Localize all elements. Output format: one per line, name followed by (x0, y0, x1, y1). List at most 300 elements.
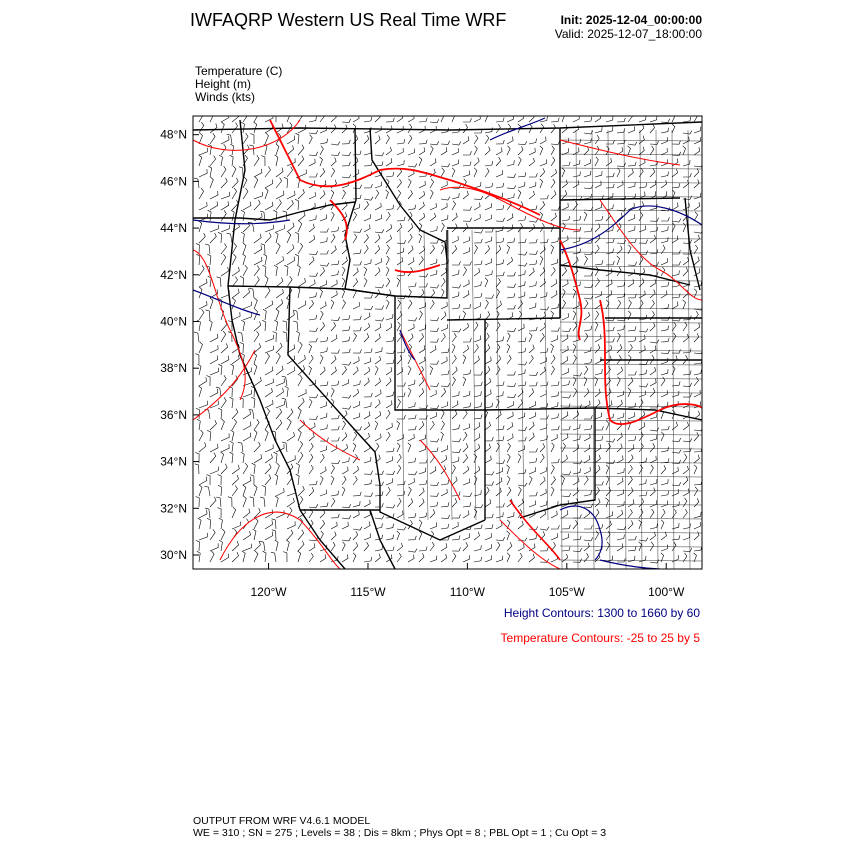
wind-barb (364, 402, 371, 408)
wind-barb (419, 345, 425, 353)
wind-barb (408, 443, 411, 452)
wind-barb (617, 433, 622, 441)
wind-barb (551, 290, 557, 298)
height-contour-note: Height Contours: 1300 to 1660 by 60 (503, 606, 700, 620)
wind-barb (430, 239, 439, 243)
wind-barb (239, 167, 243, 177)
wind-barb (639, 226, 646, 233)
wind-barb (463, 443, 468, 452)
wind-barb (463, 377, 466, 386)
wind-barb (342, 406, 351, 409)
wind-barb (474, 302, 480, 309)
wind-barb (474, 525, 482, 529)
wind-barb (463, 136, 469, 144)
wind-barb (199, 301, 207, 309)
wind-barb (309, 328, 318, 332)
wind-barb (551, 443, 554, 452)
wind-barb (551, 335, 558, 342)
wind-barb (331, 460, 340, 464)
wind-barb (397, 553, 401, 562)
wind-barb (518, 483, 527, 486)
wind-barb (320, 168, 325, 177)
wind-barb (254, 155, 259, 166)
wind-barb (320, 263, 329, 266)
wind-barb (342, 432, 347, 441)
wind-barb (551, 207, 560, 211)
wind-barb (375, 114, 380, 123)
wind-barb (274, 452, 278, 463)
wind-barb (628, 556, 635, 562)
wind-barb (331, 280, 337, 287)
wind-barb (375, 136, 380, 145)
wind-barb (320, 503, 328, 508)
wind-barb (217, 277, 221, 287)
wind-barb (287, 167, 293, 178)
wind-barb (507, 383, 516, 387)
wind-barb (672, 169, 678, 177)
wind-barb (221, 254, 226, 265)
lon-label: 100°W (648, 585, 685, 599)
wind-barb (617, 468, 624, 474)
wind-barb (551, 487, 554, 496)
wind-barb (694, 202, 700, 210)
wind-barb (639, 443, 643, 452)
wind-barb (441, 197, 450, 200)
wind-barb (441, 432, 444, 441)
wind-barb (386, 172, 394, 177)
wind-barb (606, 140, 614, 144)
wind-barb (375, 421, 378, 430)
wind-barb (342, 457, 349, 463)
wind-barb (219, 540, 222, 551)
wind-barb (551, 402, 558, 408)
wind-barb (232, 166, 236, 177)
wind-barb (474, 203, 480, 210)
wind-barb (249, 288, 254, 298)
wind-barb (386, 190, 389, 199)
wind-barb (254, 177, 258, 188)
wind-barb (551, 459, 559, 463)
wind-barb (694, 498, 699, 507)
wind-barb (430, 270, 437, 276)
wind-barb (584, 251, 593, 255)
wind-barb (661, 148, 667, 155)
wind-barb (205, 508, 210, 518)
wind-barb (298, 170, 306, 178)
wind-barb (562, 190, 567, 199)
wind-barb (254, 364, 257, 375)
county-line (560, 504, 702, 505)
wind-barb (617, 456, 623, 463)
wind-barb (441, 554, 447, 562)
wind-barb (694, 127, 701, 133)
wind-barb (474, 557, 482, 562)
wind-barb (485, 161, 493, 166)
wind-barb (386, 158, 392, 166)
wind-barb (463, 454, 468, 463)
wind-barb (320, 126, 326, 133)
wind-barb (364, 294, 373, 298)
lat-label: 36°N (160, 407, 187, 422)
wind-barb (463, 261, 472, 265)
wind-barb (606, 521, 611, 529)
wind-barb (529, 433, 534, 441)
wind-barb (408, 257, 414, 265)
wind-barb (364, 457, 371, 463)
wind-barb (419, 118, 427, 122)
border-az-mx (380, 485, 485, 540)
county-line (560, 448, 702, 449)
wind-barb (463, 493, 472, 497)
wind-barb (452, 245, 457, 254)
wind-barb (386, 478, 393, 485)
wind-barb (251, 397, 255, 408)
valid-time: Valid: 2025-12-07_18:00:00 (554, 27, 702, 41)
wind-barb (606, 158, 612, 166)
wind-barb (430, 285, 439, 289)
wind-barb (474, 490, 481, 496)
wind-barb (573, 478, 579, 486)
wind-barb (595, 465, 600, 474)
wind-barb (529, 458, 537, 463)
wind-barb (496, 382, 504, 386)
wind-barb (364, 278, 367, 287)
wind-barb (573, 311, 576, 320)
wind-barb (485, 128, 493, 133)
wind-barb (276, 199, 281, 210)
wind-barb (606, 127, 613, 133)
wind-barb (221, 166, 226, 177)
wind-barb (194, 332, 199, 342)
wind-barb (331, 227, 339, 232)
wind-barb (463, 370, 471, 375)
wind-barb (320, 215, 327, 222)
wind-barb (199, 386, 202, 397)
wind-barb (485, 215, 492, 221)
wind-barb (507, 245, 510, 254)
wind-barb (595, 195, 604, 199)
wind-barb (650, 524, 657, 530)
wind-barb (254, 321, 261, 331)
wind-barb (661, 128, 669, 133)
wind-barb (320, 322, 325, 331)
wind-barb (441, 357, 447, 364)
wind-barb (540, 477, 545, 485)
wind-barb (320, 302, 326, 309)
wind-barb (287, 498, 294, 507)
wind-barb (694, 512, 701, 518)
wind-barb (584, 491, 591, 497)
wind-barb (496, 118, 504, 123)
wind-barb (595, 413, 602, 419)
wind-barb (529, 333, 532, 342)
wind-barb (606, 280, 612, 287)
wind-barb (683, 322, 687, 331)
wind-barb (529, 303, 536, 309)
wind-barb (441, 515, 450, 519)
county-line (560, 252, 702, 253)
wind-barb (287, 191, 295, 199)
wind-barb (639, 212, 643, 221)
wind-barb (342, 421, 346, 430)
wind-barb (485, 533, 491, 540)
wind-barb (408, 380, 415, 386)
wind-barb (628, 113, 632, 122)
wind-barb (441, 455, 447, 463)
wind-barb (298, 212, 305, 221)
wind-barb (419, 246, 425, 254)
wind-barb (419, 421, 424, 430)
wind-barb (342, 366, 347, 375)
wind-barb (661, 447, 669, 452)
wind-barb (254, 442, 260, 452)
wind-barb (540, 501, 547, 507)
wind-barb (364, 259, 371, 265)
wind-barb (595, 481, 603, 485)
wind-barb (386, 547, 394, 551)
wind-barb (342, 504, 351, 508)
wind-barb (551, 392, 559, 397)
wind-barb (573, 411, 579, 419)
wind-barb (518, 553, 522, 562)
wind-barb (694, 113, 697, 122)
wind-barb (386, 378, 391, 387)
wind-barb (353, 401, 359, 408)
wind-barb (639, 278, 644, 287)
wind-barb (320, 367, 325, 375)
wind-barb (485, 113, 488, 122)
wind-barb (397, 527, 406, 530)
wind-barb (485, 499, 491, 507)
wind-barb (540, 424, 547, 430)
wind-barb (196, 497, 200, 508)
wind-barb (441, 489, 447, 496)
wind-barb (562, 280, 568, 287)
wind-barb (221, 136, 229, 144)
wind-barb (397, 465, 401, 474)
wind-barb (485, 437, 493, 441)
wind-barb (573, 355, 576, 364)
wind-barb (639, 329, 648, 332)
wind-barb (584, 504, 593, 508)
wind-barb (353, 268, 358, 276)
wind-barb (232, 522, 240, 529)
wind-barb (364, 323, 370, 331)
wind-barb (353, 250, 361, 255)
wind-barb (562, 493, 571, 497)
wind-barb (309, 454, 313, 463)
wind-barb (364, 313, 370, 321)
wind-barb (232, 475, 239, 485)
county-line (560, 406, 702, 407)
wind-barb (485, 168, 489, 177)
wind-barb (661, 226, 668, 232)
wind-barb (386, 392, 394, 397)
wind-barb (595, 455, 600, 463)
wind-barb (650, 300, 654, 309)
wind-barb (353, 511, 359, 518)
wind-barb (452, 449, 461, 453)
wind-barb (287, 409, 293, 419)
wind-barb (375, 434, 381, 441)
wind-barb (452, 292, 459, 298)
wind-barb (231, 430, 234, 441)
wind-barb (199, 477, 207, 485)
wind-barb (298, 278, 306, 287)
wind-barb (364, 149, 371, 155)
wind-barb (353, 327, 361, 331)
wind-barb (518, 239, 526, 243)
wind-barb (375, 258, 381, 265)
county-line (560, 224, 702, 225)
wind-barb (606, 261, 614, 265)
wind-barb (507, 487, 511, 496)
wind-barb (672, 124, 675, 133)
wind-barb (529, 401, 535, 408)
wind-barb (298, 301, 306, 309)
wind-barb (474, 336, 481, 343)
wind-barb (298, 441, 303, 452)
wind-barb (683, 438, 692, 442)
wind-barb (672, 141, 681, 145)
wind-barb (672, 113, 675, 122)
wind-barb (606, 205, 613, 211)
wind-barb (672, 509, 676, 518)
wind-barb (430, 509, 435, 518)
wind-barb (353, 278, 358, 287)
wind-barb (474, 158, 479, 167)
wind-barb (617, 325, 624, 331)
wind-barb (375, 516, 384, 519)
wind-barb (408, 179, 411, 188)
wind-barb (320, 476, 323, 485)
wind-barb (331, 158, 336, 167)
wind-barb (452, 535, 460, 540)
wind-barb (694, 448, 702, 452)
wind-barb (496, 272, 504, 276)
wind-barb (287, 521, 295, 529)
wind-barb (397, 322, 400, 331)
wind-barb (628, 412, 635, 419)
wind-barb (309, 224, 314, 232)
wind-barb (584, 296, 593, 299)
wind-barb (298, 156, 304, 166)
wind-barb (474, 281, 481, 287)
wind-barb (606, 366, 610, 375)
wind-barb (606, 146, 609, 155)
wind-barb (386, 432, 390, 441)
wind-barb (342, 119, 351, 123)
wind-barb (430, 345, 436, 353)
temperature-contour-note: Temperature Contours: -25 to 25 by 5 (500, 631, 700, 645)
lat-label: 34°N (160, 454, 187, 469)
wind-barb (419, 333, 424, 342)
wind-barb (584, 476, 588, 485)
wind-barb (672, 467, 678, 474)
wind-barb (441, 141, 450, 145)
wind-barb (584, 256, 588, 265)
wind-barb (518, 190, 521, 199)
wind-barb (628, 436, 636, 441)
wind-barb (263, 551, 267, 562)
wind-barb (331, 465, 335, 474)
wind-barb (197, 551, 201, 562)
wind-barb (274, 265, 278, 276)
wind-barb (562, 313, 568, 320)
wind-barb (463, 355, 466, 364)
wind-barb (364, 184, 372, 188)
wind-barb (606, 439, 615, 442)
wind-barb (241, 210, 245, 221)
wind-barb (430, 203, 436, 210)
wind-barb (474, 322, 478, 331)
wind-barb (295, 254, 299, 265)
wind-barb (331, 152, 340, 156)
wind-barb (375, 554, 380, 562)
wind-barb (529, 158, 535, 166)
wind-barb (650, 290, 655, 299)
wind-barb (240, 276, 244, 287)
county-line (560, 238, 702, 239)
wind-barb (496, 337, 504, 342)
wind-barb (298, 111, 303, 122)
county-line (640, 130, 642, 569)
wind-barb (573, 536, 581, 540)
wind-barb (298, 375, 302, 386)
wind-barb (296, 133, 300, 144)
wind-barb (661, 501, 668, 508)
wind-barb (551, 366, 555, 375)
wind-barb (672, 350, 681, 354)
wind-barb (474, 545, 481, 551)
wind-barb (265, 367, 273, 375)
wind-barb (496, 322, 500, 331)
wind-barb (518, 487, 521, 496)
wind-barb (297, 287, 300, 298)
wind-barb (221, 433, 229, 441)
wind-barb (584, 146, 589, 155)
wind-barb (628, 465, 632, 474)
wind-barb (617, 282, 625, 287)
wind-barb (573, 514, 581, 518)
wind-barb (397, 415, 405, 419)
county-line (608, 130, 610, 569)
wind-barb (628, 142, 637, 145)
wind-barb (375, 356, 381, 364)
wind-barb (331, 356, 336, 365)
wind-barb (298, 551, 301, 562)
wind-barb (309, 366, 312, 375)
wind-barb (507, 293, 515, 298)
wind-barb (397, 382, 406, 386)
wind-barb (386, 350, 395, 354)
wind-barb (375, 318, 384, 321)
wind-barb (694, 193, 701, 199)
wind-barb (661, 426, 669, 430)
wind-barb (375, 306, 384, 310)
wind-barb (287, 489, 296, 496)
wind-barb (562, 168, 565, 177)
wind-barb (518, 362, 527, 366)
wind-barb (562, 426, 570, 430)
wind-barb (218, 485, 222, 496)
wind-barb (353, 349, 362, 353)
wind-barb (309, 443, 313, 452)
wind-barb (364, 358, 371, 364)
county-line (544, 230, 548, 520)
wind-barb (595, 171, 602, 177)
wind-barb (496, 426, 504, 431)
